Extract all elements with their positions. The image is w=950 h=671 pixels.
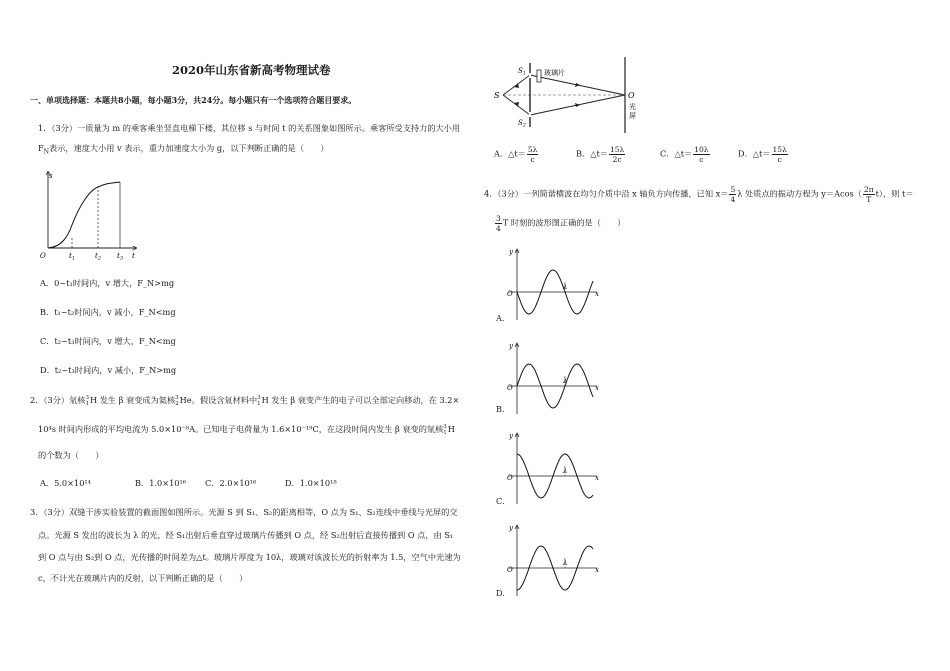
q2-stem-line1: 2．（3分）氚核 3 1 H 发生 β 衰变成为氦核 3 2 He。假设含氚材料中 3 1 H 发生 β 衰变产生的电子可以全部定向移动，在 3.2×	[30, 395, 460, 407]
q1-s-axis-label: s	[49, 172, 53, 180]
q4-origin-label: O	[507, 384, 513, 392]
q3-label-screen-2: 屏	[629, 112, 636, 120]
q4-graph-b[interactable]	[505, 340, 605, 416]
q4-origin-label: O	[507, 474, 513, 482]
q1-origin-label: O	[40, 252, 46, 260]
q2-option-c[interactable]: C．2.0×10¹⁶	[205, 478, 257, 488]
q2-option-d[interactable]: D．1.0×10¹⁸	[285, 478, 337, 488]
q3-double-slit-diagram	[492, 55, 652, 135]
q2-option-a[interactable]: A．5.0×10¹⁴	[40, 478, 91, 488]
q4-y-label: y	[509, 248, 513, 256]
q4-stem-line2: $\frac{3}{4}$ T 时刻的波形图正确的是（ ）	[496, 214, 626, 233]
q3-stem-line1: 3．（3分）双缝干涉实验装置的截面图如图所示。光源 S 到 S₁、S₂的距离相等，O 点为 S₁、S₂连线中垂线与光屏的交	[30, 507, 458, 517]
q3-label-s2: $S_2$	[518, 119, 526, 129]
q4-y-label: y	[509, 524, 513, 532]
q3-stem-line2: 点。光源 S 发出的波长为 λ 的光，经 S₁出射后垂直穿过玻璃片传播到 O 点，经 S₂出射后直接传播到 O 点，由 S₁	[38, 530, 454, 540]
q4-graph-a[interactable]	[505, 246, 605, 322]
q1-option-a[interactable]: A．0~t₁时间内，v 增大，F_N>mg	[40, 278, 175, 288]
q4-origin-label: O	[507, 290, 513, 298]
q1-s-t-curve	[48, 182, 120, 248]
q1-displacement-time-graph	[38, 170, 168, 260]
q4-y-label: y	[509, 342, 513, 350]
q3-stem-line4: c，不计光在玻璃片内的反射，以下判断正确的是（ ）	[38, 573, 248, 583]
q1-t-axis-label: t	[132, 252, 135, 260]
q4-stem-line1: 4．（3分）一列简谐横波在均匀介质中沿 x 轴负方向传播，已知 x＝ $\frac{5}{4}$ λ 处质点的振动方程为 y＝Acos（ $\frac{2\pi}{T}$ t），则 t＝	[484, 185, 914, 204]
q2-option-b[interactable]: B．1.0×10¹⁶	[135, 478, 187, 488]
q4-x-label: x	[595, 290, 599, 298]
q1-option-d[interactable]: D．t₂~t₃时间内，v 减小，F_N>mg	[40, 365, 177, 375]
q3-option-a[interactable]: A．△t＝ $\frac{5\lambda}{c}$	[494, 145, 538, 164]
q4-y-label: y	[509, 432, 513, 440]
q3-glass-plate	[537, 70, 541, 82]
q3-arrow-3	[575, 83, 580, 87]
section-heading: 一、单项选择题：本题共8小题，每小题3分，共24分。每小题只有一个选项符合题目要求。	[30, 95, 357, 105]
q2-stem-line2: 10⁴s 时间内形成的平均电流为 5.0×10⁻⁸A。已知电子电荷量为 1.6×10⁻¹⁹C，在这段时间内发生 β 衰变的氚核 3 1 H	[38, 424, 455, 436]
q4-lambda-label: λ	[563, 559, 568, 567]
q3-stem-line3: 到 O 点与由 S₂到 O 点，光传播的时间差为△t。玻璃片厚度为 10λ，玻璃对该波长光的折射率为 1.5，空气中光速为	[38, 552, 461, 562]
q1-t2-label: $t_2$	[95, 252, 102, 262]
q1-t1-label: $t_1$	[69, 252, 76, 262]
q3-option-c[interactable]: C．△t＝ $\frac{10\lambda}{c}$	[660, 145, 709, 164]
q1-stem-line2: $F_N$表示，速度大小用 v 表示，重力加速度大小为 g，以下判断正确的是（ ）	[38, 143, 329, 156]
q4-option-d-label[interactable]: D.	[496, 588, 505, 598]
q4-lambda-label: λ	[563, 283, 568, 291]
q2-stem-line3: 的个数为（ ）	[38, 450, 104, 460]
q3-label-s1: $S_1$	[518, 67, 526, 77]
q3-option-b[interactable]: B．△t＝ $\frac{15\lambda}{2c}$	[576, 145, 625, 164]
q4-lambda-label: λ	[563, 467, 568, 475]
q4-option-a-label[interactable]: A.	[496, 313, 505, 323]
page-title: 2020年山东省新高考物理试卷	[172, 63, 331, 77]
q1-stem-line1: 1．（3分）一质量为 m 的乘客乘坐竖直电梯下楼，其位移 s 与时间 t 的关系图象如图所示。乘客所受支持力的大小用	[38, 123, 461, 133]
q4-graph-d[interactable]	[505, 522, 605, 598]
q4-option-c-label[interactable]: C.	[496, 496, 505, 506]
q3-label-glass: 玻璃片	[544, 69, 565, 77]
q4-origin-label: O	[507, 566, 513, 574]
q3-label-o: O	[628, 91, 635, 100]
q1-option-b[interactable]: B．t₁~t₂时间内，v 减小，F_N<mg	[40, 307, 176, 317]
q3-label-screen-1: 光	[629, 103, 636, 111]
q3-label-s: S	[494, 91, 500, 100]
q4-option-b-label[interactable]: B.	[496, 404, 505, 414]
q4-lambda-label: λ	[563, 377, 568, 385]
q4-x-label: x	[595, 566, 599, 574]
q3-option-d[interactable]: D．△t＝ $\frac{15\lambda}{c}$	[738, 145, 787, 164]
q1-option-c[interactable]: C．t₂~t₃时间内，v 增大，F_N<mg	[40, 336, 176, 346]
q4-graph-c[interactable]	[505, 430, 605, 506]
q1-t3-label: $t_3$	[117, 252, 124, 262]
q4-x-label: x	[595, 474, 599, 482]
q4-x-label: x	[595, 384, 599, 392]
q3-arrow-4	[575, 103, 580, 107]
